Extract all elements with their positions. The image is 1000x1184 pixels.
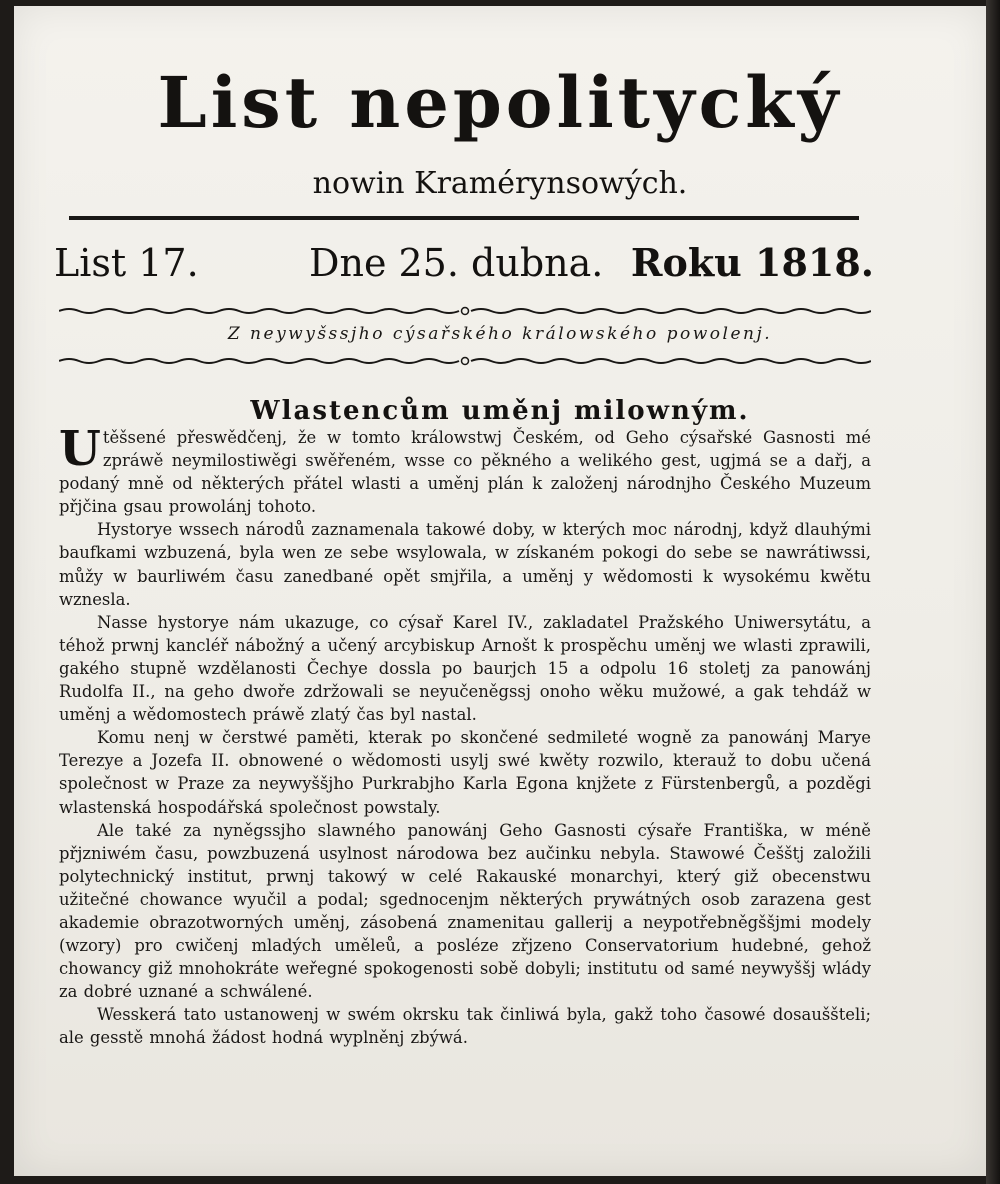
article-paragraph: Ale také za nyněgssjho slawného panowánj Geho Gasnosti cýsaře Františka, w méně přjzniwém času, powzbuzená usylnost národowa bez aučinku nebyla. Stawowé Češštj založili polytechnický institut, prwnj takowý w celé Rakauské monarchyi, který giž obecenstwu užitečné chowance wyučil a podal; sgednocenjm některých prywátných osob zarazena gest akademie obrazotworných uměnj, zásobená znamenitau gallerij a neypotřebněgššjmi modely (wzory) pro cwičenj mladých uměleů, a posléze zřjzeno Conservatorium hudebné, gehož chowancy giž mnohokráte weřegné spokogenosti sobě dobyli; institutu od samé neywyššj wlády za dobré uznané a schwálené. — [59, 820, 871, 1002]
privilege-line: Z neywyšssjho cýsařského králowského powolenj. — [227, 324, 773, 344]
masthead-subtitle: nowin Kramérynsowých. — [312, 166, 688, 201]
drop-cap: U — [59, 421, 101, 477]
article-paragraph: Komu nenj w čerstwé paměti, kterak po skončené sedmileté wogně za panowánj Marye Terezye a Jozefa II. obnowené o wědomosti usylj swé kwěty rozwilo, kterauž to dobu učená společnost w Praze za neywyššjho Purkrabjho Karla Egona knjžete z Fürstenbergů, a pozděgi wlastenská hospodářská společnost powstaly. — [59, 728, 871, 817]
article-paragraph — [59, 421, 871, 518]
newspaper-page — [14, 6, 986, 1176]
article-body — [59, 421, 871, 1050]
issue-year: Roku 1818. — [630, 240, 874, 285]
ornamental-rule-bottom — [59, 356, 871, 366]
issue-line — [54, 241, 874, 285]
article-paragraph: Hystorye wssech národů zaznamenala takowé doby, w kterých moc národnj, když dlauhými baufkami wzbuzená, byla wen ze sebe wsylowala, w získaném pokogi do sebe se nawrátiwssi, můžy w baurliwém času zanedbané opět smjřila, a uměnj y wědomosti k wysokému kwětu wznesla. — [59, 520, 871, 609]
ornamental-rule-top — [59, 306, 871, 316]
masthead-title: List nepolitycký — [157, 61, 843, 144]
issue-number: List 17. — [54, 241, 199, 285]
issue-date: Dne 25. dubna. — [309, 241, 604, 285]
paragraph-text: těšsené přeswědčenj, že w tomto králowstwj Českém, od Geho cýsařské Gasnosti mé zpráwě neymilostiwěgi swěřeném, wsse co pěkného a welikého gest, ugjmá se a dařj, a podaný mně od některých přátel wlasti a uměnj plán k založenj národnjho Českého Muzeum přjčina gsau prowolánj tohoto. — [59, 428, 871, 517]
article-title: Wlastencům uměnj milowným. — [250, 396, 750, 426]
article-paragraph: Nasse hystorye nám ukazuge, co cýsař Karel IV., zakladatel Pražského Uniwersytátu, a téhož prwnj kancléř nábožný a učený arcybiskup Arnošt k prospěchu uměnj we wlasti zprawili, gakého stupně wzdělanosti Čechye dossla po baurjch 15 a odpolu 16 stoletj za panowánj Rudolfa II., na geho dwoře zdržowali se neyučeněgssj onoho wěku mužowé, a gak tehdáž w uměnj a wědomostech práwě zlatý čas byl nastal. — [59, 612, 871, 725]
masthead-divider — [69, 216, 859, 220]
article-paragraph: Wesskerá tato ustanowenj w swém okrsku tak činliwá byla, gakž toho časowé dosauššteli; ale gesstě mnohá žádost hodná wyplněnj zbýwá. — [59, 1005, 871, 1048]
scan-edge — [986, 0, 1000, 1184]
